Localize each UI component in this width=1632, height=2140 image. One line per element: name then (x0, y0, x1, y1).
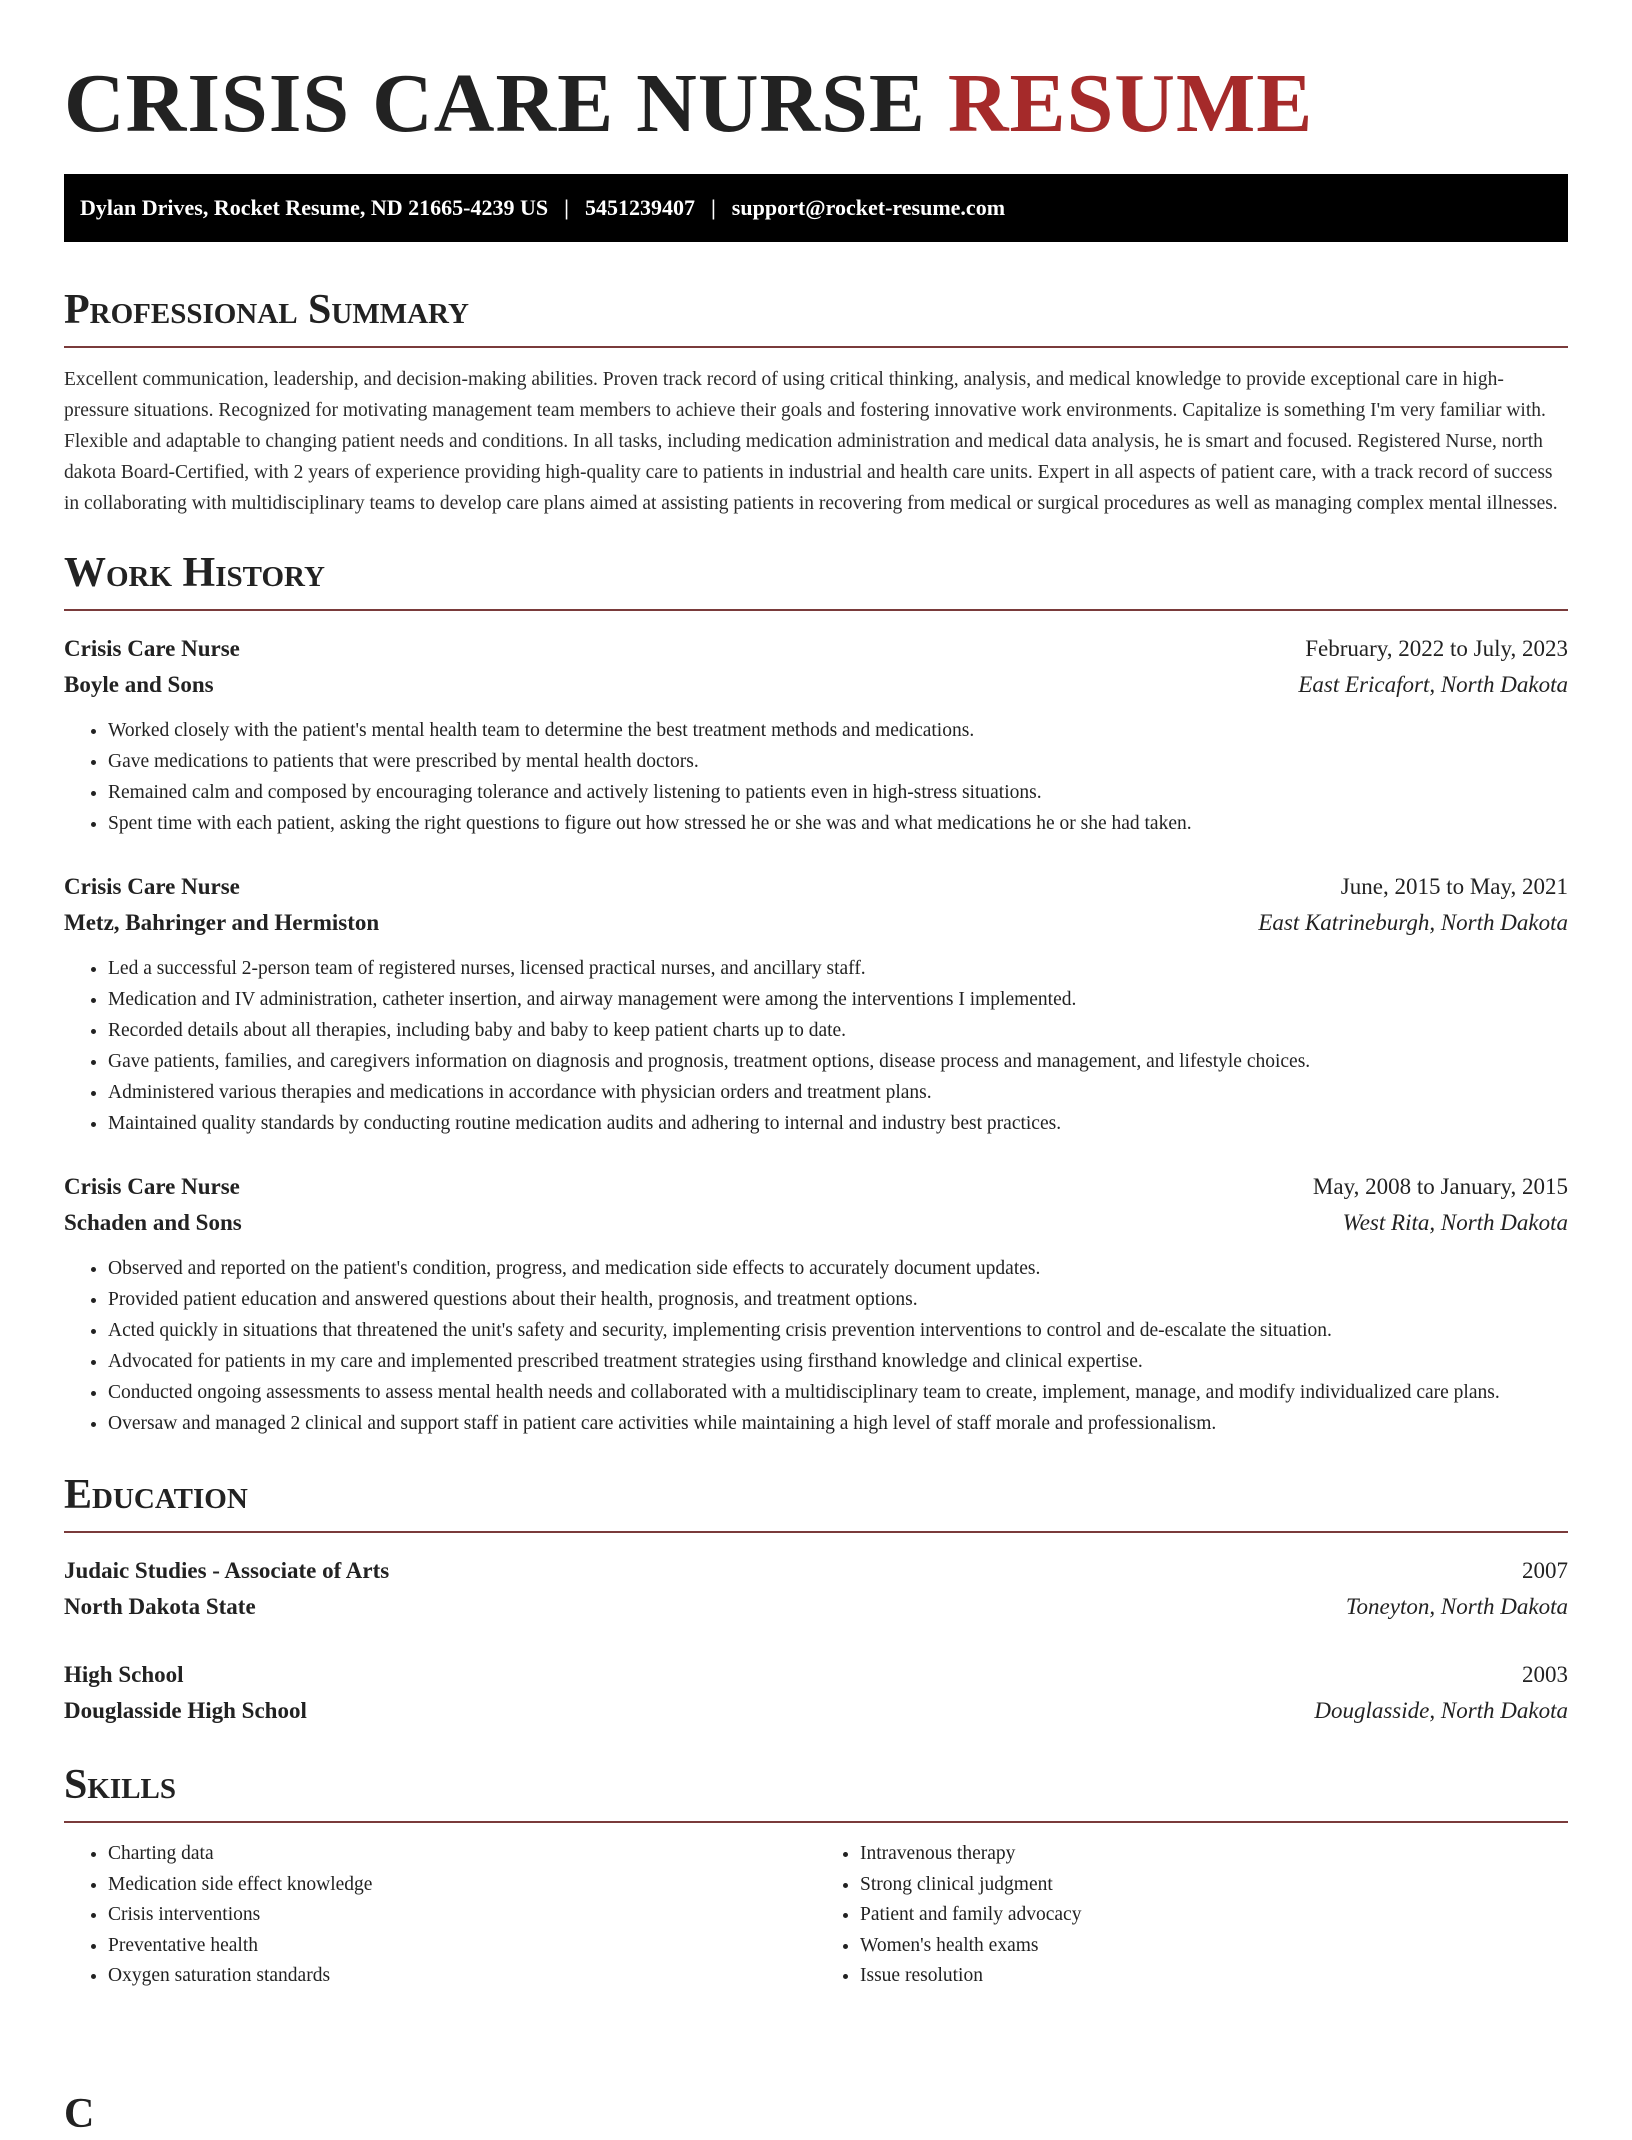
job-location: East Ericafort, North Dakota (1298, 672, 1568, 697)
work-history-heading: Work History (64, 547, 1568, 611)
job-bullet: • Gave patients, families, and caregivers information on diagnosis and prognosis, treatment options, disease process and management, and lifestyle choices. (108, 1046, 1568, 1077)
skill-item: • Crisis interventions (108, 1900, 816, 1931)
job-bullet: • Observed and reported on the patient's condition, progress, and medication side effects to accurately document updates. (108, 1253, 1568, 1284)
job-company: Schaden and Sons (64, 1210, 242, 1235)
education-list (64, 1553, 1568, 1729)
job-bullet-list (64, 953, 1568, 1139)
education-school-row (64, 1589, 1568, 1625)
job-bullet: • Worked closely with the patient's mental health team to determine the best treatment methods and medications. (108, 715, 1568, 746)
education-header-row (64, 1553, 1568, 1589)
job-bullet: • Led a successful 2-person team of registered nurses, licensed practical nurses, and ancillary staff. (108, 953, 1568, 984)
education-location: Douglasside, North Dakota (1314, 1698, 1568, 1723)
job-entry (64, 1169, 1568, 1439)
resume-title (64, 0, 1568, 152)
contact-address: Dylan Drives, Rocket Resume, ND 21665-4239 US (80, 195, 549, 220)
skill-item: • Medication side effect knowledge (108, 1870, 816, 1901)
education-school: Douglasside High School (64, 1698, 307, 1723)
contact-phone: 5451239407 (584, 195, 695, 220)
education-degree: High School (64, 1662, 184, 1687)
job-bullet: • Advocated for patients in my care and implemented prescribed treatment strategies using firsthand knowledge and clinical expertise. (108, 1346, 1568, 1377)
job-entry (64, 869, 1568, 1139)
title-main: CRISIS CARE NURSE (64, 57, 926, 150)
job-header-row (64, 869, 1568, 905)
summary-text: Excellent communication, leadership, and decision-making abilities. Proven track record of using critical thinking, analysis, and medical knowledge to provide exceptional care in high-pressure situations. Recognized for motivating management team members to achieve their goals and fostering innovative work environments. Capitalize is something I'm very familiar with. Flexible and adaptable to changing patient needs and conditions. In all tasks, including medication administration and medical data analysis, he is smart and focused. Registered Nurse, north dakota Board-Certified, with 2 years of experience providing high-quality care to patients in industrial and health care units. Expert in all aspects of patient care, with a track record of success in collaborating with multidisciplinary teams to develop care plans aimed at assisting patients in recovering from medical or surgical procedures as well as managing complex mental illnesses. (64, 369, 1558, 514)
job-company-row (64, 905, 1568, 941)
skill-item: • Intravenous therapy (860, 1839, 1568, 1870)
job-dates: February, 2022 to July, 2023 (1305, 636, 1568, 661)
skill-item: • Preventative health (108, 1931, 816, 1962)
job-header-row (64, 1169, 1568, 1205)
contact-bar (64, 174, 1568, 242)
job-bullet-list (64, 1253, 1568, 1439)
education-entry (64, 1657, 1568, 1729)
next-section-heading: C (64, 2091, 95, 2137)
job-bullet: • Gave medications to patients that were prescribed by mental health doctors. (108, 746, 1568, 777)
job-company-row (64, 667, 1568, 703)
job-bullet: • Maintained quality standards by conducting routine medication audits and adhering to internal and industry best practices. (108, 1108, 1568, 1139)
job-company: Boyle and Sons (64, 672, 214, 697)
job-bullet: • Conducted ongoing assessments to assess mental health needs and collaborated with a multidisciplinary team to create, implement, manage, and modify individualized care plans. (108, 1377, 1568, 1408)
education-year: 2003 (1522, 1662, 1568, 1687)
job-bullet: • Provided patient education and answered questions about their health, prognosis, and treatment options. (108, 1284, 1568, 1315)
job-entry (64, 631, 1568, 839)
job-bullet: • Medication and IV administration, catheter insertion, and airway management were among the interventions I implemented. (108, 984, 1568, 1015)
education-location: Toneyton, North Dakota (1345, 1594, 1568, 1619)
job-dates: May, 2008 to January, 2015 (1312, 1174, 1568, 1199)
contact-separator: | (564, 195, 569, 220)
job-company-row (64, 1205, 1568, 1241)
job-location: West Rita, North Dakota (1342, 1210, 1568, 1235)
work-history-list (64, 631, 1568, 1439)
summary-heading: Professional Summary (64, 284, 1568, 348)
skill-item: • Patient and family advocacy (860, 1900, 1568, 1931)
contact-separator: | (710, 195, 716, 220)
job-location: East Katrineburgh, North Dakota (1258, 910, 1568, 935)
job-title: Crisis Care Nurse (64, 874, 240, 899)
job-bullet: • Spent time with each patient, asking the right questions to figure out how stressed he or she was and what medications he or she had taken. (108, 808, 1568, 839)
job-bullet: • Administered various therapies and medications in accordance with physician orders and treatment plans. (108, 1077, 1568, 1108)
skill-item: • Strong clinical judgment (860, 1870, 1568, 1901)
contact-email: support@rocket-resume.com (731, 195, 1006, 220)
skill-item: • Charting data (108, 1839, 816, 1870)
skills-columns (64, 1839, 1568, 1992)
skills-list-left (64, 1839, 816, 1992)
education-school-row (64, 1693, 1568, 1729)
job-header-row (64, 631, 1568, 667)
skills-list-right (816, 1839, 1568, 1992)
education-degree: Judaic Studies - Associate of Arts (64, 1558, 390, 1583)
education-school: North Dakota State (64, 1594, 256, 1619)
skills-heading: Skills (64, 1759, 1568, 1823)
job-bullet: • Acted quickly in situations that threatened the unit's safety and security, implementing crisis prevention interventions to control and de-escalate the situation. (108, 1315, 1568, 1346)
skill-item: • Oxygen saturation standards (108, 1961, 816, 1992)
job-dates: June, 2015 to May, 2021 (1340, 874, 1568, 899)
skill-item: • Women's health exams (860, 1931, 1568, 1962)
job-bullet: • Recorded details about all therapies, including baby and baby to keep patient charts up to date. (108, 1015, 1568, 1046)
job-company: Metz, Bahringer and Hermiston (64, 910, 380, 935)
education-header-row (64, 1657, 1568, 1693)
job-bullet: • Remained calm and composed by encouraging tolerance and actively listening to patients even in high-stress situations. (108, 777, 1568, 808)
job-bullet: • Oversaw and managed 2 clinical and support staff in patient care activities while maintaining a high level of staff morale and professionalism. (108, 1408, 1568, 1439)
skill-item: • Issue resolution (860, 1961, 1568, 1992)
job-bullet-list (64, 715, 1568, 839)
job-title: Crisis Care Nurse (64, 1174, 240, 1199)
job-title: Crisis Care Nurse (64, 636, 240, 661)
education-entry (64, 1553, 1568, 1625)
education-heading: Education (64, 1469, 1568, 1533)
education-year: 2007 (1522, 1558, 1568, 1583)
title-accent: RESUME (947, 57, 1314, 150)
